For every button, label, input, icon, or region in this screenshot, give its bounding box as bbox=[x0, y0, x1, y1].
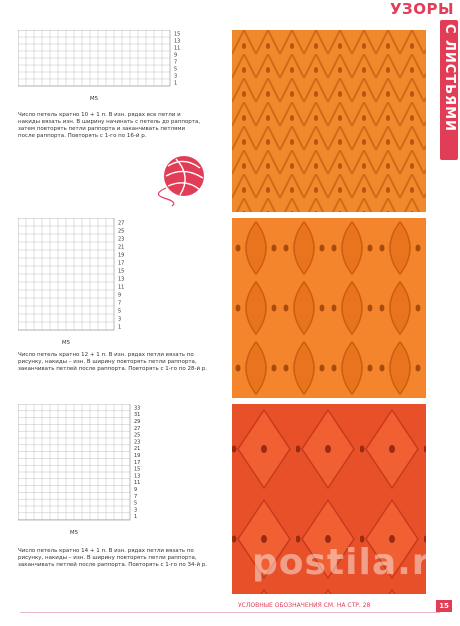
chart-row-number: 15 bbox=[134, 466, 141, 473]
chart-row-number: 19 bbox=[118, 252, 125, 259]
section-header bbox=[390, 0, 454, 18]
header-title-part1: УЗОРЫ bbox=[389, 0, 454, 18]
chart-row-number: 9 bbox=[118, 292, 122, 299]
chart-3-caption: Число петель кратно 14 + 1 п. В изн. рядах петли вязать по рисунку, накиды – изн. В ширину повторять петли раппорта, заканчивать петлей после раппорта. Повторять с 1-го по 34-й р. bbox=[18, 548, 208, 568]
chart-row-number: 3 bbox=[134, 507, 138, 514]
header-title-part2: С ЛИСТЬЯМИ bbox=[442, 24, 457, 132]
chart-row-number: 23 bbox=[134, 439, 141, 446]
chart-1-grid bbox=[18, 30, 193, 102]
swatch-photo-2 bbox=[232, 218, 426, 398]
chart-2-grid bbox=[18, 218, 193, 348]
chart-2-repeat-label: M5 bbox=[61, 340, 71, 346]
chart-row-number: 23 bbox=[118, 236, 125, 243]
knitting-chart-1 bbox=[18, 30, 193, 102]
chart-row-number: 7 bbox=[134, 493, 138, 500]
chart-row-number: 13 bbox=[134, 473, 141, 480]
footer-note: УСЛОВНЫЕ ОБОЗНАЧЕНИЯ СМ. НА СТР. 28 bbox=[238, 602, 371, 609]
yarn-ball-icon bbox=[142, 150, 214, 208]
chart-row-number: 31 bbox=[134, 412, 141, 419]
chart-row-number: 17 bbox=[118, 260, 125, 267]
chart-row-number: 9 bbox=[174, 52, 178, 59]
chart-3-repeat-label: M5 bbox=[69, 530, 79, 536]
chart-1-repeat-label: M5 bbox=[89, 96, 99, 102]
chart-row-number: 1 bbox=[134, 514, 138, 521]
knitting-chart-2 bbox=[18, 218, 193, 348]
chart-row-number: 11 bbox=[174, 45, 181, 52]
chart-row-number: 9 bbox=[134, 487, 138, 494]
chart-row-number: 7 bbox=[174, 59, 178, 66]
section-side-tab bbox=[440, 20, 458, 160]
chart-2-caption: Число петель кратно 12 + 1 п. В изн. рядах петли вязать по рисунку, накиды – изн. В ширину повторять петли раппорта, заканчивать петлей после раппорта. Повторять с 1-го по 28-й р. bbox=[18, 352, 208, 372]
chart-1-caption: Число петель кратно 10 + 1 п. В изн. рядах все петли и накиды вязать изн. В ширину начинать с петель до раппорта, затем повторять петли раппорта и заканчивать петлями после раппорта. Повторять с 1-го по 16-й р. bbox=[18, 112, 201, 139]
chart-row-number: 21 bbox=[118, 244, 125, 251]
chart-row-number: 19 bbox=[134, 453, 141, 460]
chart-row-number: 13 bbox=[118, 276, 125, 283]
chart-3-grid bbox=[18, 404, 193, 544]
chart-row-number: 15 bbox=[118, 268, 125, 275]
chart-row-number: 1 bbox=[118, 324, 122, 331]
chart-row-number: 13 bbox=[174, 38, 181, 45]
chart-row-number: 25 bbox=[118, 228, 125, 235]
chart-row-number: 27 bbox=[118, 220, 125, 227]
page-number: 15 bbox=[436, 600, 452, 612]
chart-row-number: 15 bbox=[174, 31, 181, 38]
chart-row-number: 7 bbox=[118, 300, 122, 307]
chart-row-number: 5 bbox=[118, 308, 122, 315]
watermark: postila.ru bbox=[252, 542, 458, 583]
chart-row-number: 11 bbox=[118, 284, 125, 291]
chart-row-number: 27 bbox=[134, 425, 141, 432]
chart-row-number: 5 bbox=[174, 66, 178, 73]
chart-row-number: 21 bbox=[134, 446, 141, 453]
chart-row-number: 3 bbox=[174, 73, 178, 80]
knitting-chart-3 bbox=[18, 404, 193, 544]
chart-row-number: 1 bbox=[174, 80, 178, 87]
chart-row-number: 3 bbox=[118, 316, 122, 323]
swatch-photo-1 bbox=[232, 30, 426, 212]
footer-divider bbox=[20, 612, 440, 613]
chart-row-number: 29 bbox=[134, 419, 141, 426]
chart-row-number: 5 bbox=[134, 500, 138, 507]
chart-row-number: 11 bbox=[134, 480, 141, 487]
chart-row-number: 33 bbox=[134, 405, 141, 412]
chart-row-number: 25 bbox=[134, 432, 141, 439]
chart-row-number: 17 bbox=[134, 459, 141, 466]
